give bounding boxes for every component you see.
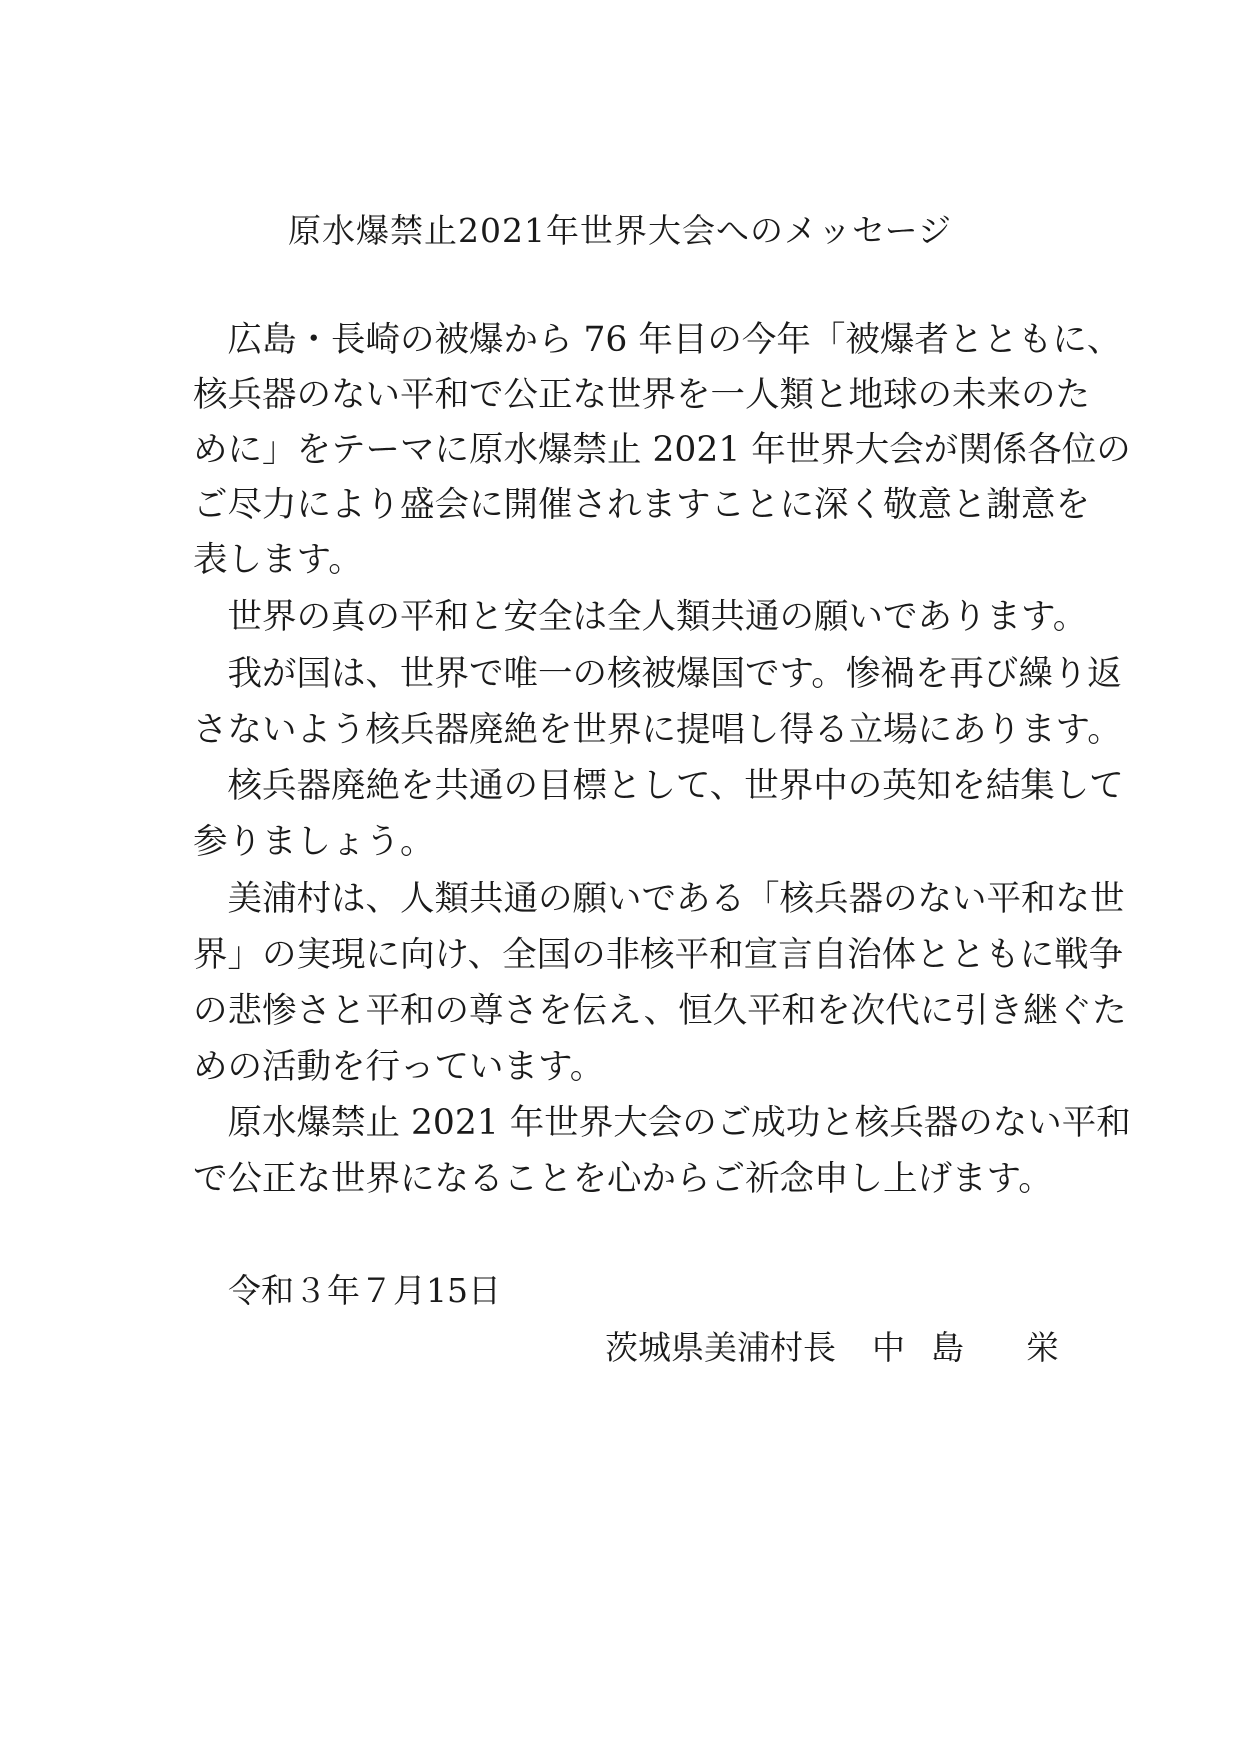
body-line-16: で公正な世界になることを心からご祈念申し上げます。 (193, 1159, 1053, 1199)
document-date: 令和３年７月15日 (228, 1271, 501, 1310)
body-line-15: 原水爆禁止 2021 年世界大会のご成功と核兵器のない平和 (193, 1103, 1131, 1143)
body-line-13: の悲惨さと平和の尊さを伝え、恒久平和を次代に引き継ぐた (193, 991, 1127, 1031)
body-line-5: 表します。 (193, 540, 363, 580)
body-line-8: さないよう核兵器廃絶を世界に提唱し得る立場にあります。 (193, 710, 1122, 750)
body-line-12: 界」の実現に向け、全国の非核平和宣言自治体とともに戦争 (193, 935, 1124, 975)
body-line-10: 参りましょう。 (193, 822, 435, 862)
body-line-4: ご尽力により盛会に開催されますことに深く敬意と謝意を (193, 485, 1090, 525)
body-line-11: 美浦村は、人類共通の願いである「核兵器のない平和な世 (193, 879, 1125, 919)
body-line-2: 核兵器のない平和で公正な世界を一人類と地球の未来のた (193, 375, 1090, 415)
body-line-14: めの活動を行っています。 (193, 1047, 605, 1087)
body-line-9: 核兵器廃絶を共通の目標として、世界中の英知を結集して (193, 766, 1124, 806)
body-line-7: 我が国は、世界で唯一の核被爆国です。惨禍を再び繰り返 (193, 654, 1122, 694)
signer-family-name-1: 中 (872, 1328, 905, 1367)
signer-family-name-2: 島 (931, 1328, 964, 1367)
signer-title: 茨城県美浦村長 (605, 1328, 836, 1367)
signer-block (605, 1322, 1059, 1369)
body-line-3: めに」をテーマに原水爆禁止 2021 年世界大会が関係各位の (193, 430, 1131, 470)
body-line-1: 広島・長崎の被爆から 76 年目の今年「被爆者とともに、 (193, 320, 1122, 360)
body-line-6: 世界の真の平和と安全は全人類共通の願いであります。 (193, 597, 1088, 637)
document-title: 原水爆禁止2021年世界大会へのメッセージ (287, 211, 952, 250)
signer-given-name: 栄 (1026, 1328, 1059, 1367)
